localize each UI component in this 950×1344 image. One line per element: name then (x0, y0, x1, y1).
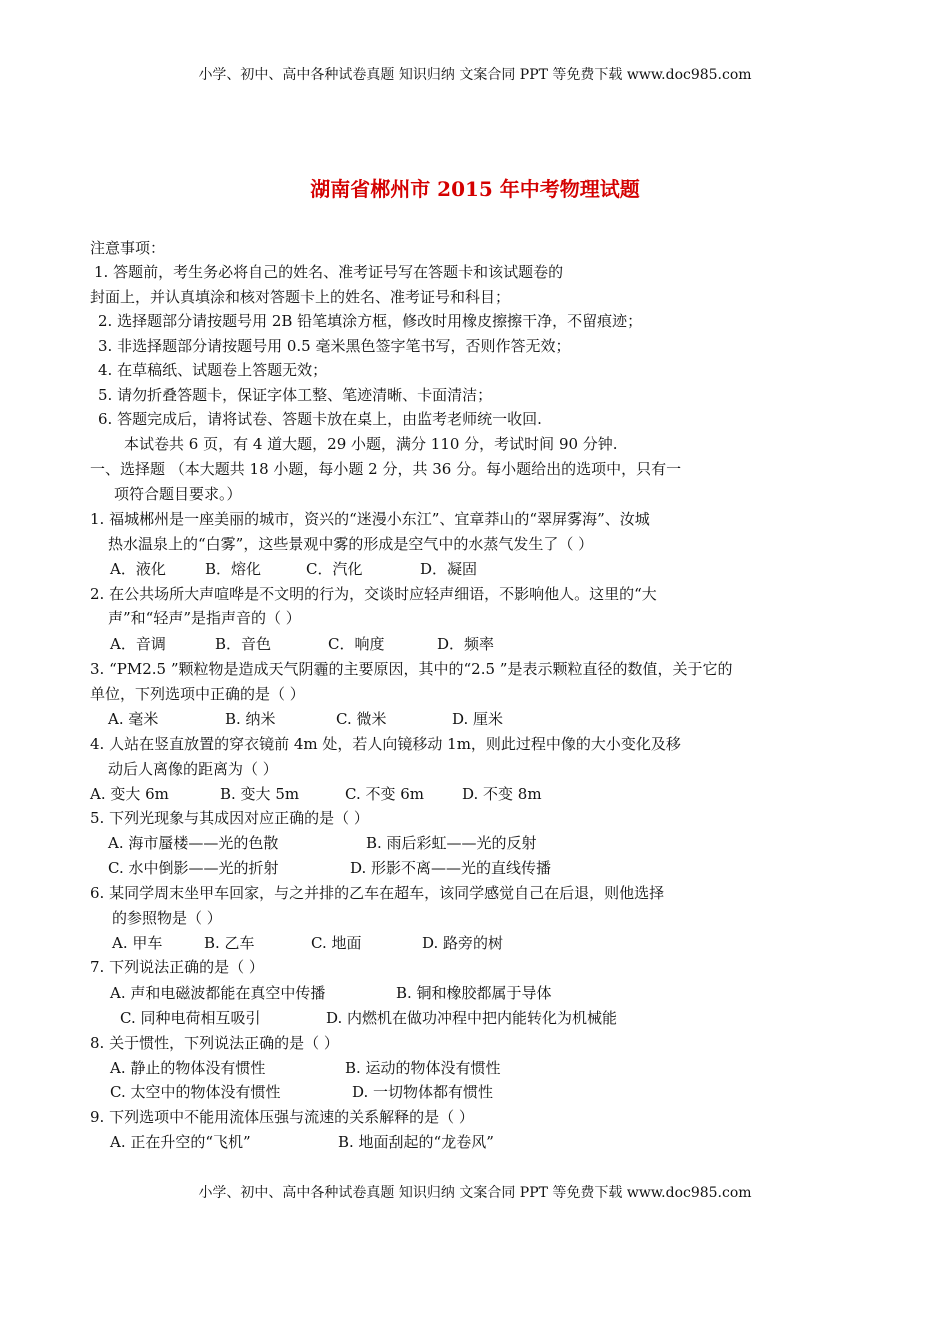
question-8-line-1: 8. 关于惯性，下列说法正确的是（ ） (90, 1034, 339, 1052)
question-4-line-1: 4. 人站在竖直放置的穿衣镜前 4m 处，若人向镜移动 1m，则此过程中像的大小变化及移 (90, 735, 681, 753)
q4-option-d: D. 不变 8m (462, 785, 542, 803)
q9-option-b: B. 地面刮起的“龙卷风” (338, 1133, 494, 1151)
q2-option-d: D．频率 (437, 635, 495, 653)
q4-option-b: B. 变大 5m (220, 785, 300, 803)
q7-option-a: A. 声和电磁波都能在真空中传播 (110, 984, 326, 1002)
notes-heading: 注意事项： (90, 239, 166, 257)
question-5-line-1: 5. 下列光现象与其成因对应正确的是（ ） (90, 809, 369, 827)
section-1-heading-cont: 项符合题目要求。） (114, 485, 242, 503)
note-5: 5. 请勿折叠答题卡，保证字体工整、笔迹清晰、卡面清洁； (98, 386, 493, 404)
section-1-heading: 一、选择题 （本大题共 18 小题，每小题 2 分，共 36 分。每小题给出的选项中，只有一 (90, 460, 682, 478)
q5-option-b: B. 雨后彩虹——光的反射 (366, 834, 537, 852)
q7-option-c: C. 同种电荷相互吸引 (120, 1009, 261, 1027)
q3-option-d: D. 厘米 (452, 710, 504, 728)
question-3-line-1: 3. “PM2.5 ”颗粒物是造成天气阴霾的主要原因，其中的“2.5 ”是表示颗粒直径的数值，关于它的 (90, 660, 733, 678)
q5-option-c: C. 水中倒影——光的折射 (108, 859, 279, 877)
q3-option-a: A. 毫米 (108, 710, 159, 728)
q6-option-c: C. 地面 (311, 934, 362, 952)
q6-option-a: A. 甲车 (112, 934, 163, 952)
q8-option-a: A. 静止的物体没有惯性 (110, 1059, 266, 1077)
q8-option-b: B. 运动的物体没有惯性 (345, 1059, 501, 1077)
question-3-line-2: 单位，下列选项中正确的是（ ） (90, 685, 305, 703)
note-4: 4. 在草稿纸、试题卷上答题无效； (98, 361, 328, 379)
exam-summary: 本试卷共 6 页，有 4 道大题，29 小题，满分 110 分，考试时间 90 分钟. (124, 435, 618, 453)
q6-option-d: D. 路旁的树 (422, 934, 504, 952)
question-1-line-2: 热水温泉上的“白雾”，这些景观中雾的形成是空气中的水蒸气发生了（ ） (108, 535, 594, 553)
page-title: 湖南省郴州市 2015 年中考物理试题 (310, 177, 640, 201)
q2-option-c: C．响度 (328, 635, 385, 653)
q9-option-a: A. 正在升空的“飞机” (110, 1133, 251, 1151)
q7-option-b: B. 铜和橡胶都属于导体 (396, 984, 552, 1002)
page-header: 小学、初中、高中各种试卷真题 知识归纳 文案合同 PPT 等免费下载 www.doc985.com (198, 67, 752, 83)
question-6-line-1: 6. 某同学周末坐甲车回家，与之并排的乙车在超车，该同学感觉自己在后退，则他选择 (90, 884, 665, 902)
question-2-line-2: 声”和“轻声”是指声音的（ ） (108, 609, 301, 627)
page-footer: 小学、初中、高中各种试卷真题 知识归纳 文案合同 PPT 等免费下载 www.doc985.com (198, 1185, 752, 1201)
q3-option-c: C. 微米 (336, 710, 387, 728)
note-6: 6. 答题完成后，请将试卷、答题卡放在桌上，由监考老师统一收回. (98, 410, 542, 428)
question-9-line-1: 9. 下列选项中不能用流体压强与流速的关系解释的是（ ） (90, 1108, 474, 1126)
q1-option-a: A．液化 (110, 560, 166, 578)
question-6-line-2: 的参照物是（ ） (112, 909, 222, 927)
question-1-line-1: 1. 福城郴州是一座美丽的城市，资兴的“迷漫小东江”、宜章莽山的“翠屏雾海”、汝城 (90, 510, 650, 528)
q2-option-b: B．音色 (215, 635, 272, 653)
q2-option-a: A．音调 (110, 635, 166, 653)
q3-option-b: B. 纳米 (225, 710, 276, 728)
q8-option-d: D. 一切物体都有惯性 (352, 1083, 494, 1101)
question-2-line-1: 2. 在公共场所大声喧哗是不文明的行为，交谈时应轻声细语，不影响他人。这里的“大 (90, 585, 657, 603)
q7-option-d: D. 内燃机在做功冲程中把内能转化为机械能 (326, 1009, 618, 1027)
note-1-line-2: 封面上，并认真填涂和核对答题卡上的姓名、准考证号和科目； (90, 288, 511, 306)
q5-option-d: D. 形影不离——光的直线传播 (350, 859, 552, 877)
question-7-line-1: 7. 下列说法正确的是（ ） (90, 958, 264, 976)
q1-option-c: C．汽化 (306, 560, 363, 578)
note-3: 3. 非选择题部分请按题号用 0.5 毫米黑色签字笔书写，否则作答无效； (98, 337, 571, 355)
q4-option-a: A. 变大 6m (90, 785, 169, 803)
q8-option-c: C. 太空中的物体没有惯性 (110, 1083, 281, 1101)
note-2: 2. 选择题部分请按题号用 2B 铅笔填涂方框，修改时用橡皮擦擦干净，不留痕迹； (98, 312, 643, 330)
question-4-line-2: 动后人离像的距离为（ ） (108, 760, 278, 778)
q4-option-c: C. 不变 6m (345, 785, 425, 803)
q1-option-d: D．凝固 (420, 560, 478, 578)
q1-option-b: B．熔化 (205, 560, 262, 578)
q5-option-a: A. 海市蜃楼——光的色散 (108, 834, 279, 852)
note-1-line-1: 1. 答题前，考生务必将自己的姓名、准考证号写在答题卡和该试题卷的 (94, 263, 564, 281)
q6-option-b: B. 乙车 (204, 934, 255, 952)
